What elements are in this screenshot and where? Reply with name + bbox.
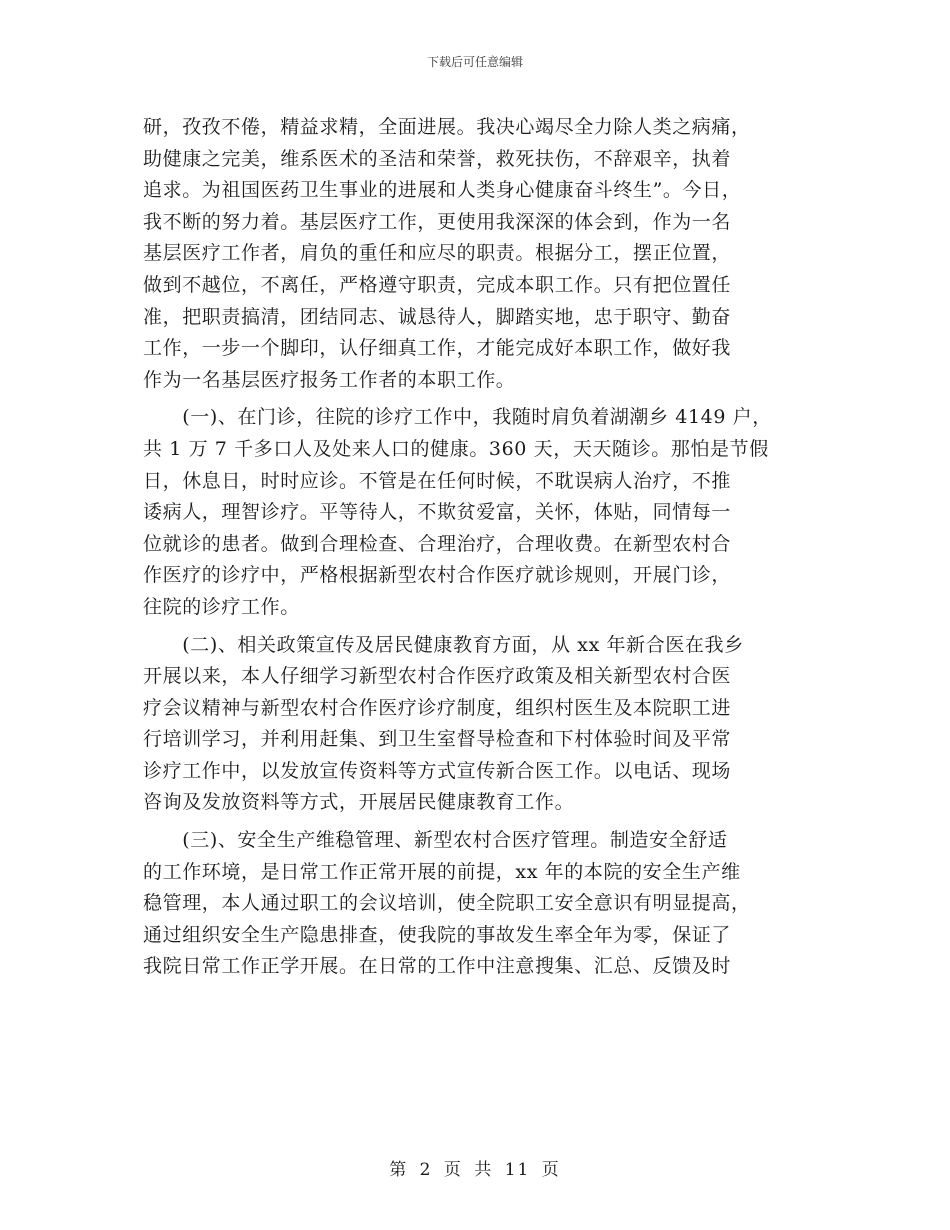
paragraph-3 xyxy=(143,630,813,820)
text-line: 我不断的努力着。基层医疗工作，更使用我深深的体会到，作为一名 xyxy=(143,210,732,233)
text-line: 我院日常工作正学开展。在日常的工作中注意搜集、汇总、反馈及时 xyxy=(143,955,732,978)
paragraph-1 xyxy=(143,112,813,396)
text-line: 诿病人，理智诊疗。平等待人，不欺贫爱富，关怀，体贴，同情每一 xyxy=(143,501,732,524)
paragraph-4 xyxy=(143,825,813,983)
text-line: 作为一名基层医疗报务工作者的本职工作。 xyxy=(143,368,516,391)
text-line: 日，休息日，时时应诊。不管是在任何时候，不耽误病人治疗，不推 xyxy=(143,469,732,492)
text-line: 往院的诊疗工作。 xyxy=(143,595,300,618)
page-number-footer: 第 2 页 共 11 页 xyxy=(389,1160,561,1180)
text-line: 咨询及发放资料等方式，开展居民健康教育工作。 xyxy=(143,791,575,814)
text-line: (三)、安全生产维稳管理、新型农村合医疗管理。制造安全舒适 xyxy=(143,829,728,852)
text-line: 准，把职责搞清，团结同志、诚恳待人，脚踏实地，忠于职守、勤奋 xyxy=(143,305,732,328)
text-line: 的工作环境，是日常工作正常开展的前提，xx 年的本院的安全生产维 xyxy=(143,860,741,883)
text-line: 助健康之完美，维系医术的圣洁和荣誉，救死扶伤，不辞艰辛，执着 xyxy=(143,147,732,170)
text-line: 基层医疗工作者，肩负的重任和应尽的职责。根据分工，摆正位置， xyxy=(143,242,732,265)
text-line: 行培训学习，并利用赶集、到卫生室督导检查和下村体验时间及平常 xyxy=(143,728,732,751)
text-line: 共 1 万 7 千多口人及处来人口的健康。360 天，天天随诊。那怕是节假 xyxy=(143,437,769,460)
text-line: 研，孜孜不倦，精益求精，全面进展。我决心竭尽全力除人类之病痛， xyxy=(143,116,751,138)
text-line: (二)、相关政策宣传及居民健康教育方面，从 xx 年新合医在我乡 xyxy=(143,633,744,656)
text-line: (一)、在门诊，往院的诊疗工作中，我随时肩负着湖潮乡 4149 户， xyxy=(143,406,772,429)
text-line: 疗会议精神与新型农村合作医疗诊疗制度，组织村医生及本院职工进 xyxy=(143,696,732,719)
document-body xyxy=(143,112,813,983)
text-line: 通过组织安全生产隐患排查，使我院的事故发生率全年为零，保证了 xyxy=(143,923,732,946)
text-line: 追求。为祖国医药卫生事业的进展和人类身心健康奋斗终生”。今日， xyxy=(143,179,742,202)
text-line: 位就诊的患者。做到合理检查、合理治疗，合理收费。在新型农村合 xyxy=(143,532,732,555)
header-note: 下载后可任意编辑 xyxy=(426,55,523,69)
paragraph-2 xyxy=(143,402,813,623)
text-line: 诊疗工作中，以发放宣传资料等方式宣传新合医工作。以电话、现场 xyxy=(143,759,732,782)
text-line: 开展以来，本人仔细学习新型农村合作医疗政策及相关新型农村合医 xyxy=(143,665,732,688)
text-line: 稳管理，本人通过职工的会议培训，使全院职工安全意识有明显提高， xyxy=(143,892,751,915)
text-line: 作医疗的诊疗中，严格根据新型农村合作医疗就诊规则，开展门诊， xyxy=(143,564,732,587)
text-line: 工作，一步一个脚印，认仔细真工作，才能完成好本职工作，做好我 xyxy=(143,337,732,360)
text-line: 做到不越位，不离任，严格遵守职责，完成本职工作。只有把位置任 xyxy=(143,273,732,296)
